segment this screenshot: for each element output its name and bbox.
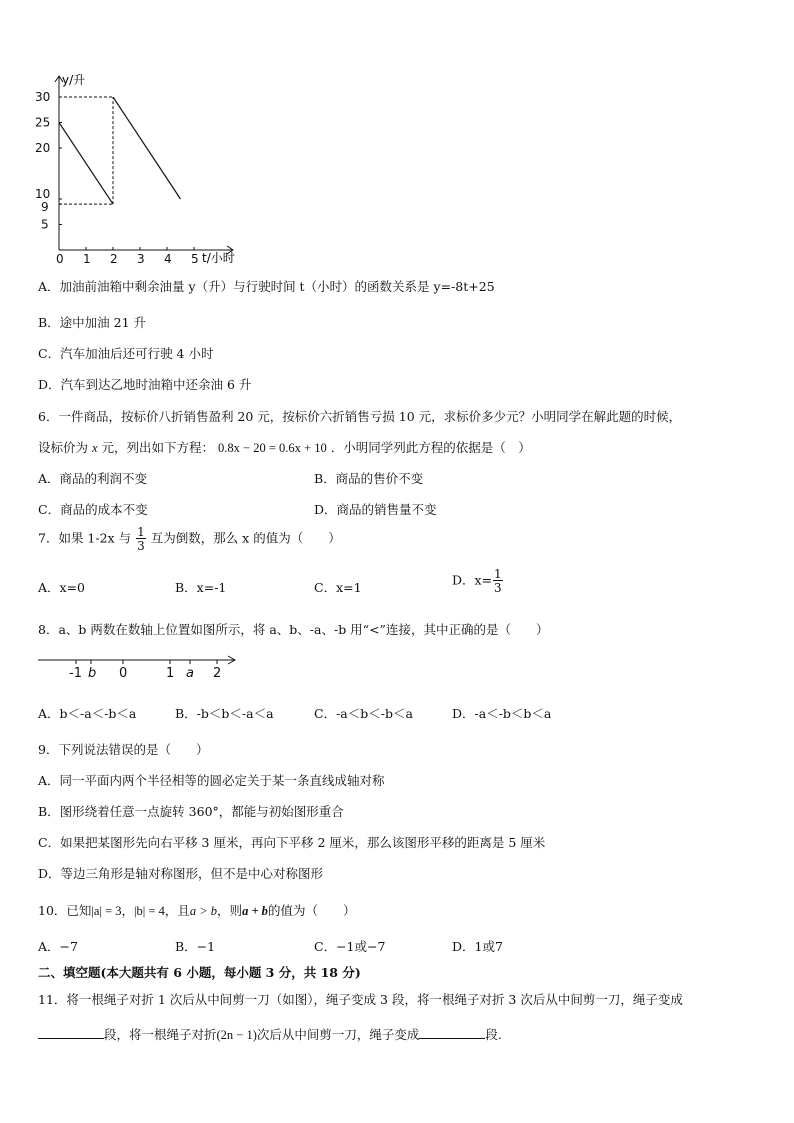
nl-label-2: 2 [213, 666, 222, 681]
x-axis-label: t/小时 [202, 251, 235, 265]
q10-option-a: A．−7 [38, 939, 78, 954]
q6-equation: 0.8x − 20 = 0.6x + 10 [218, 441, 327, 455]
number-line [36, 650, 246, 684]
q7-option-d: D．x= $\frac{1}{3}$ [452, 567, 502, 595]
q9-option-a: A．同一平面内两个半径相等的圆必定关于某一条直线成轴对称 [38, 773, 385, 788]
q7-stem: 7．如果 1-2x 与 $\frac{1}{3}$ 互为倒数，那么 x 的值为（ ） [38, 525, 341, 553]
y-tick-label: 20 [35, 141, 51, 155]
q9-option-b: B．图形绕着任意一点旋转 360°，都能与初始图形重合 [38, 804, 344, 819]
q11-line1: 11．将一根绳子对折 1 次后从中间剪一刀（如图），绳子变成 3 段，将一根绳子对折 3 次后从中间剪一刀，绳子变成 [38, 992, 683, 1007]
graph-segment-1 [59, 123, 113, 205]
q5-option-b: B．途中加油 21 升 [38, 315, 147, 330]
q5-option-c: C．汽车加油后还可行驶 4 小时 [38, 346, 214, 361]
y-tick-label: 25 [35, 115, 51, 130]
q10-option-d: D．1或7 [452, 939, 503, 954]
q9-stem: 9．下列说法错误的是（ ） [38, 742, 209, 757]
q11-line2: 段，将一根绳子对折(2n − 1)次后从中间剪一刀，绳子变成 段. [38, 1025, 502, 1043]
q6-option-c: C．商品的成本不变 [38, 502, 148, 517]
q6-option-d: D．商品的销售量不变 [314, 502, 437, 517]
q8-option-b: B．-b＜b＜-a＜a [175, 706, 274, 721]
y-tick-label: 5 [41, 217, 49, 232]
y-tick-label: 9 [41, 200, 49, 215]
graph-segment-2 [113, 97, 181, 199]
q6-option-b: B．商品的售价不变 [314, 471, 424, 486]
nl-label-b: b [88, 666, 97, 681]
q11-blank-1[interactable] [38, 1026, 104, 1039]
q11-expression: (2n − 1) [216, 1028, 257, 1042]
q10-option-c: C．−1或−7 [314, 939, 386, 954]
x-tick-label: 3 [137, 252, 145, 266]
nl-label-1: 1 [166, 666, 175, 681]
nl-label-neg1: -1 [69, 666, 82, 681]
q6-option-a: A．商品的利润不变 [38, 471, 148, 486]
q10-abs-a: |a| = 3 [91, 904, 122, 918]
q7-option-b: B．x=-1 [175, 580, 227, 595]
q8-option-a: A．b＜-a＜-b＜a [38, 706, 137, 721]
nl-label-0: 0 [119, 666, 128, 681]
y-axis-label: y/升 [62, 73, 86, 87]
x-tick-label: 0 [56, 252, 64, 266]
q7-option-a: A．x=0 [38, 580, 86, 595]
q9-option-d: D．等边三角形是轴对称图形，但不是中心对称图形 [38, 866, 324, 881]
q8-option-c: C．-a＜b＜-b＜a [314, 706, 413, 721]
x-tick-label: 2 [110, 252, 118, 266]
q10-stem: 10．已知|a| = 3，|b| = 4，且a > b，则a + b的值为（ ） [38, 903, 356, 918]
x-tick-label: 1 [83, 252, 91, 266]
nl-label-a: a [186, 666, 194, 681]
q6-stem-line1: 6．一件商品，按标价八折销售盈利 20 元，按标价六折销售亏损 10 元，求标价多少元？小明同学在解此题的时候， [38, 409, 682, 424]
y-tick-label: 10 [35, 187, 51, 201]
fuel-time-graph [28, 70, 288, 270]
q6-variable: x [92, 441, 98, 455]
q8-option-d: D．-a＜-b＜b＜a [452, 706, 552, 721]
y-tick-label: 30 [35, 90, 51, 104]
section-heading-fill-in: 二、填空题(本大题共有 6 小题，每小题 3 分，共 18 分) [38, 965, 361, 980]
q8-stem: 8．a、b 两数在数轴上位置如图所示，将 a、b、-a、-b 用“<”连接，其中正确的是（ ） [38, 622, 549, 637]
q5-option-d: D．汽车到达乙地时油箱中还余油 6 升 [38, 377, 252, 392]
x-tick-label: 4 [164, 252, 172, 266]
q7-fraction: $\frac{1}{3}$ [137, 525, 145, 553]
q10-condition: a > b [189, 904, 218, 918]
q11-blank-2[interactable] [419, 1026, 485, 1039]
x-tick-label: 5 [191, 252, 199, 266]
q10-abs-b: |b| = 4 [134, 904, 165, 918]
q9-option-c: C．如果把某图形先向右平移 3 厘米，再向下平移 2 厘米，那么该图形平移的距离是 5 厘米 [38, 835, 546, 850]
q10-expression: a + b [242, 904, 268, 918]
q7-option-c: C．x=1 [314, 580, 362, 595]
q5-option-a: A．加油前油箱中剩余油量 y（升）与行驶时间 t（小时）的函数关系是 y=-8t+25 [38, 279, 495, 294]
q10-option-b: B．−1 [175, 939, 216, 954]
q6-stem-line2: 设标价为 x 元，列出如下方程： 0.8x − 20 = 0.6x + 10 ．小明同学列此方程的依据是（ ） [38, 440, 531, 455]
